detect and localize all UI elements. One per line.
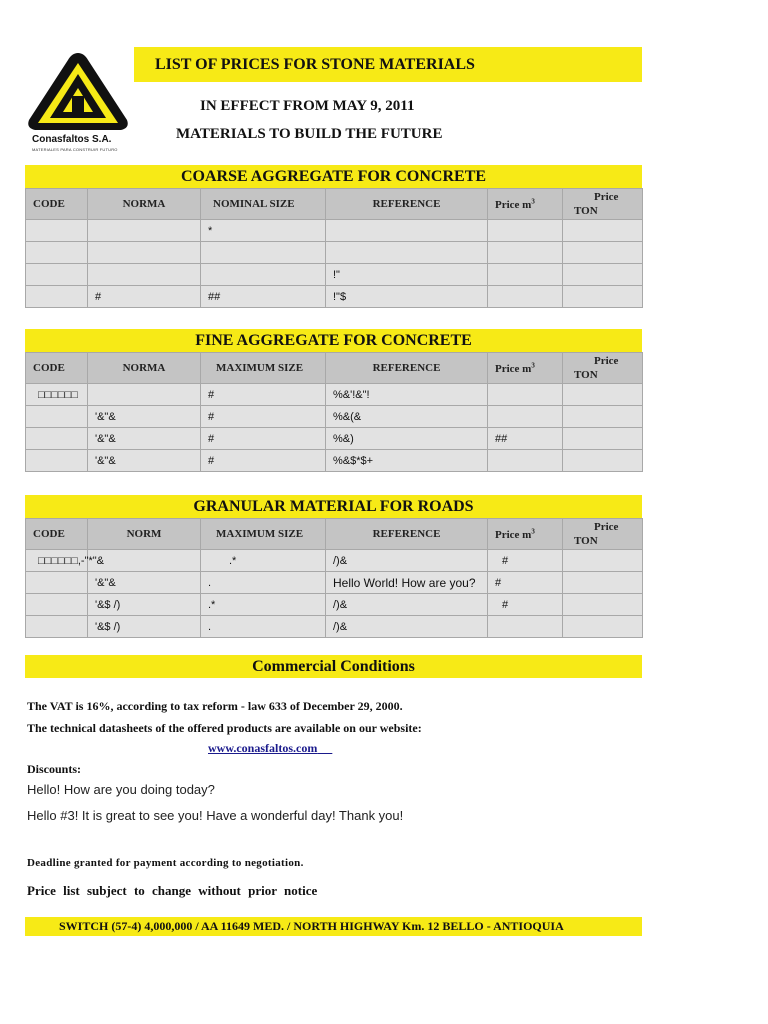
cell: .* [201, 594, 326, 616]
website-link-text: www.conasfaltos.com [208, 741, 318, 755]
header-price-ton [563, 519, 643, 550]
cell: %&(& [326, 406, 488, 428]
company-logo [26, 50, 136, 155]
header-price-m3: Price $m^3$ [488, 519, 563, 550]
cell [88, 264, 201, 286]
cell [563, 264, 643, 286]
price-m3-label: Price m [495, 362, 532, 375]
cell [26, 594, 88, 616]
footer-contact: SWITCH (57-4) 4,000,000 / AA 11649 MED. / NORTH HIGHWAY Km. 12 BELLO - ANTIOQUIA [59, 919, 564, 933]
price-m3-label: Price m [495, 198, 532, 211]
cell: □□□□□□ [26, 384, 88, 406]
cell [26, 616, 88, 638]
effective-date: IN EFFECT FROM MAY 9, 2011 [200, 98, 415, 114]
cell: ## [488, 428, 563, 450]
table-row [26, 242, 643, 264]
cell [88, 242, 201, 264]
cell: Hello World! How are you? [326, 572, 488, 594]
header-norma: NORMA [88, 189, 201, 220]
table-row [26, 616, 643, 638]
ton-label: TON [574, 369, 598, 381]
header-code: CODE [26, 519, 88, 550]
granular-material-table [25, 518, 643, 638]
cell: # [488, 572, 563, 594]
table-row [26, 264, 643, 286]
cell [563, 286, 643, 308]
cell [488, 286, 563, 308]
table-header-row [26, 353, 643, 384]
table-row [26, 220, 643, 242]
cell: # [201, 450, 326, 472]
page-title: LIST OF PRICES FOR STONE MATERIALS [155, 56, 475, 73]
price-label: Price [594, 355, 619, 367]
cell [488, 220, 563, 242]
logo-triangle-icon [26, 50, 130, 134]
discounts-label: Discounts: [27, 762, 82, 776]
cell [88, 550, 201, 572]
header-reference: REFERENCE [326, 519, 488, 550]
website-link[interactable] [208, 741, 332, 756]
header-code: CODE [26, 353, 88, 384]
cell: ## [201, 286, 326, 308]
cell [26, 286, 88, 308]
greeting-line-2: Hello #3! It is great to see you! Have a wonderful day! Thank you! [27, 808, 404, 823]
cell: . [201, 616, 326, 638]
header-price-ton [563, 189, 643, 220]
section-title-granular: GRANULAR MATERIAL FOR ROADS [25, 495, 642, 518]
cell: '&$ /) [88, 594, 201, 616]
cell [563, 616, 643, 638]
cell [488, 264, 563, 286]
cell: □□□□□□,-"*"& [26, 550, 88, 572]
vat-text: The VAT is 16%, according to tax reform - law 633 of December 29, 2000. [27, 699, 403, 713]
cell [26, 242, 88, 264]
cell: /)& [326, 594, 488, 616]
ton-label: TON [574, 535, 598, 547]
header-size: MAXIMUM SIZE [201, 353, 326, 384]
cell [563, 428, 643, 450]
cell: * [201, 220, 326, 242]
cell: %&$*$+ [326, 450, 488, 472]
cell [26, 264, 88, 286]
price-label: Price [594, 191, 619, 203]
cell [88, 384, 201, 406]
cell: .* [201, 550, 326, 572]
cell [488, 450, 563, 472]
cell: # [201, 384, 326, 406]
cell [201, 242, 326, 264]
cell [326, 242, 488, 264]
cell [563, 550, 643, 572]
header-norma: NORMA [88, 353, 201, 384]
slogan: MATERIALS TO BUILD THE FUTURE [176, 126, 443, 142]
datasheets-text: The technical datasheets of the offered products are available on our website: [27, 721, 422, 735]
fine-aggregate-table [25, 352, 643, 472]
cell [563, 572, 643, 594]
table-row [26, 572, 643, 594]
cell: . [201, 572, 326, 594]
cell [563, 220, 643, 242]
cell: !"$ [326, 286, 488, 308]
header-price-m3: Price $m^3$ [488, 353, 563, 384]
cell [563, 406, 643, 428]
cell: # [488, 550, 563, 572]
cell [563, 594, 643, 616]
cell [563, 384, 643, 406]
table-row [26, 450, 643, 472]
cell [26, 220, 88, 242]
table-row [26, 286, 643, 308]
header-price-m3: Price $m^3$ [488, 189, 563, 220]
table-row [26, 550, 643, 572]
header-reference: REFERENCE [326, 353, 488, 384]
section-title-conditions: Commercial Conditions [25, 655, 642, 678]
header-code: CODE [26, 189, 88, 220]
cell: /)& [326, 616, 488, 638]
logo-tagline: MATERIALES PARA CONSTRUIR FUTURO [32, 147, 118, 152]
cell: # [488, 594, 563, 616]
cell: # [201, 406, 326, 428]
cell [488, 616, 563, 638]
price-label: Price [594, 521, 619, 533]
price-notice: Price list subject to change without prior notice [27, 883, 318, 898]
table-header-row [26, 519, 643, 550]
section-title-fine: FINE AGGREGATE FOR CONCRETE [25, 329, 642, 352]
cell [563, 450, 643, 472]
cell [488, 384, 563, 406]
cell [26, 406, 88, 428]
deadline-text: Deadline granted for payment according to negotiation. [27, 857, 304, 869]
cell [488, 242, 563, 264]
table-row [26, 384, 643, 406]
header-price-ton [563, 353, 643, 384]
header-size: MAXIMUM SIZE [201, 519, 326, 550]
cell: !" [326, 264, 488, 286]
cell: %&'!&"! [326, 384, 488, 406]
price-m3-label: Price m [495, 528, 532, 541]
cell [26, 450, 88, 472]
cell [563, 242, 643, 264]
cell: '&"& [88, 406, 201, 428]
cell [26, 428, 88, 450]
cell: # [88, 286, 201, 308]
ton-label: TON [574, 205, 598, 217]
greeting-line-1: Hello! How are you doing today? [27, 782, 215, 797]
cell: '&"& [88, 450, 201, 472]
header-reference: REFERENCE [326, 189, 488, 220]
cell: '&"& [88, 428, 201, 450]
header-norm: NORM [88, 519, 201, 550]
cell: '&$ /) [88, 616, 201, 638]
table-row [26, 428, 643, 450]
cell [201, 264, 326, 286]
table-header-row [26, 189, 643, 220]
cell [88, 220, 201, 242]
section-title-coarse: COARSE AGGREGATE FOR CONCRETE [25, 165, 642, 188]
cell: /)& [326, 550, 488, 572]
cell [26, 572, 88, 594]
cell [488, 406, 563, 428]
cell: # [201, 428, 326, 450]
table-row [26, 594, 643, 616]
cell [326, 220, 488, 242]
logo-company-name: Conasfaltos S.A. [32, 134, 112, 145]
table-row [26, 406, 643, 428]
coarse-aggregate-table [25, 188, 643, 308]
header-size: NOMINAL SIZE [201, 189, 326, 220]
cell: '&"& [88, 572, 201, 594]
cell: %&) [326, 428, 488, 450]
